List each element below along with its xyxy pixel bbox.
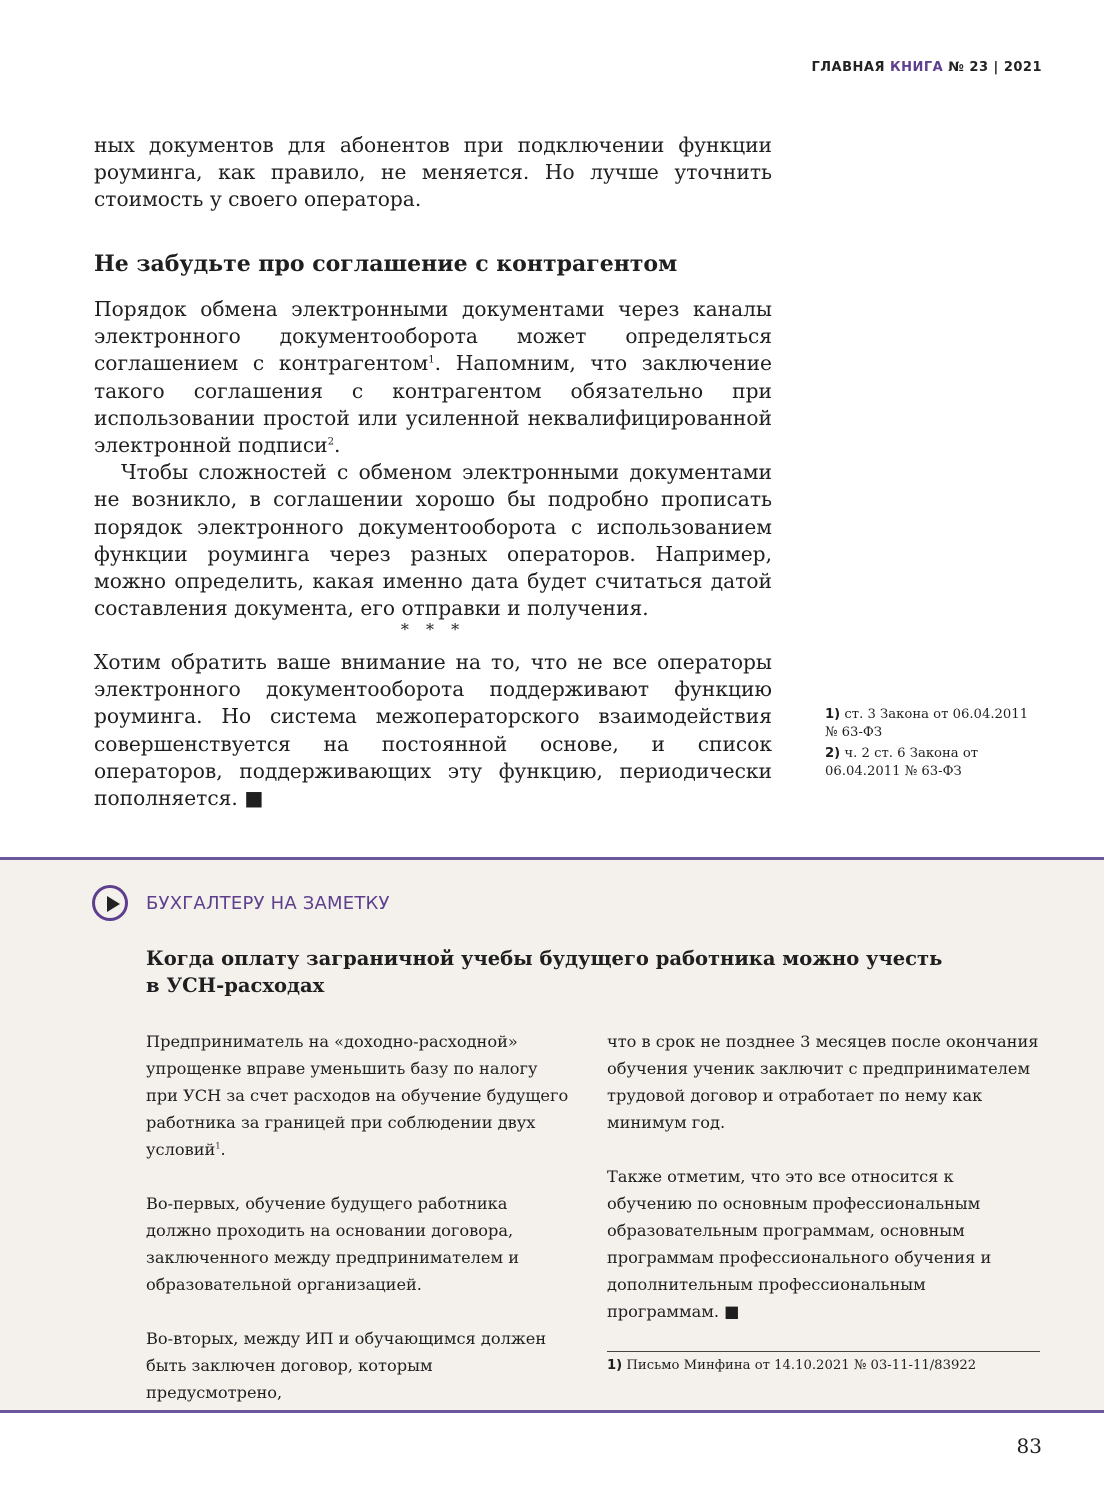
footnote-1: 1) ст. 3 Закона от 06.04.2011 № 63-ФЗ — [825, 707, 1029, 740]
paragraph-3: Хотим обратить ваше внимание на то, что не все операторы электронного документооборота поддерживают функцию роуминга. Но система межоператорского взаимодействия совершенствуется на постоянной основе, и список операторов, поддерживающих эту функцию, периодически пополняется. ■ — [94, 650, 772, 811]
section-separator: * * * — [400, 620, 466, 639]
play-icon — [92, 885, 128, 921]
header-title-accent: КНИГА — [890, 60, 944, 75]
paragraph-2: Чтобы сложностей с обменом электронными документами не возникло, в соглашении хорошо бы подробно прописать порядок электронного документооборота с использованием функции роуминга через разных операторов. Например, можно определить, какая именно дата будет считаться датой составления документа, его отправки и получения. — [94, 460, 772, 621]
footnote-2: 2) ч. 2 ст. 6 Закона от 06.04.2011 № 63-ФЗ — [825, 746, 979, 779]
closing-paragraph — [94, 649, 772, 812]
paragraph-1: Порядок обмена электронными документами через каналы электронного документооборота может определяться соглашением с контрагентом$^1$. Напомним, что заключение такого соглашения с контрагентом обязательно при использовании простой или усиленной неквалифицированной электронной подписи$^2$. — [94, 297, 772, 458]
header-title: ГЛАВНАЯ — [811, 60, 890, 75]
section-heading: Не забудьте про соглашение с контрагентом — [94, 251, 678, 277]
footnote-divider — [607, 1351, 1040, 1352]
box-column-right — [607, 1028, 1040, 1352]
section-body — [94, 296, 772, 622]
box-paragraph-5: Также отметим, что это все относится к обучению по основным профессиональным образовательным программам, основным программам профессионального обучения и дополнительным профессиональным программам. ■ — [607, 1167, 992, 1321]
footnote-ref-2[interactable]: 2 — [327, 436, 335, 448]
box-end-mark: ■ — [724, 1302, 740, 1321]
sidebar-footnotes — [825, 706, 1035, 784]
box-title: Когда оплату заграничной учебы будущего работника можно учесть в УСН-расходах — [146, 947, 943, 997]
box-paragraph-3: Во-вторых, между ИП и обучающимся должен быть заключен договор, которым предусмотрено, — [146, 1329, 547, 1402]
end-mark: ■ — [244, 786, 264, 811]
box-label: БУХГАЛТЕРУ НА ЗАМЕТКУ — [146, 893, 390, 914]
intro-text: ных документов для абонентов при подключении функции роуминга, как правило, не меняется. Но лучше уточнить стоимость у своего оператора. — [94, 133, 772, 212]
magazine-header — [811, 60, 1042, 75]
box-footnote: 1) Письмо Минфина от 14.10.2021 № 03-11-11/83922 — [607, 1358, 977, 1373]
footnote-ref-1[interactable]: 1 — [428, 354, 435, 366]
page-number: 83 — [1016, 1434, 1042, 1458]
header-issue: № 23 | 2021 — [943, 60, 1042, 75]
box-paragraph-4: что в срок не позднее 3 месяцев после окончания обучения ученик заключит с предпринимателем трудовой договор и отработает по нему как минимум год. — [607, 1032, 1039, 1132]
box-paragraph-2: Во-первых, обучение будущего работника должно проходить на основании договора, заключенного между предпринимателем и образовательной организацией. — [146, 1194, 520, 1294]
box-paragraph-1: Предприниматель на «доходно-расходной» упрощенке вправе уменьшить базу по налогу при УСН за счет расходов на обучение будущего работника за границей при соблюдении двух условий$^1$. — [146, 1032, 569, 1159]
intro-paragraph — [94, 132, 772, 214]
box-column-left — [146, 1028, 571, 1433]
box-footnote-ref[interactable]: 1 — [215, 1140, 221, 1151]
